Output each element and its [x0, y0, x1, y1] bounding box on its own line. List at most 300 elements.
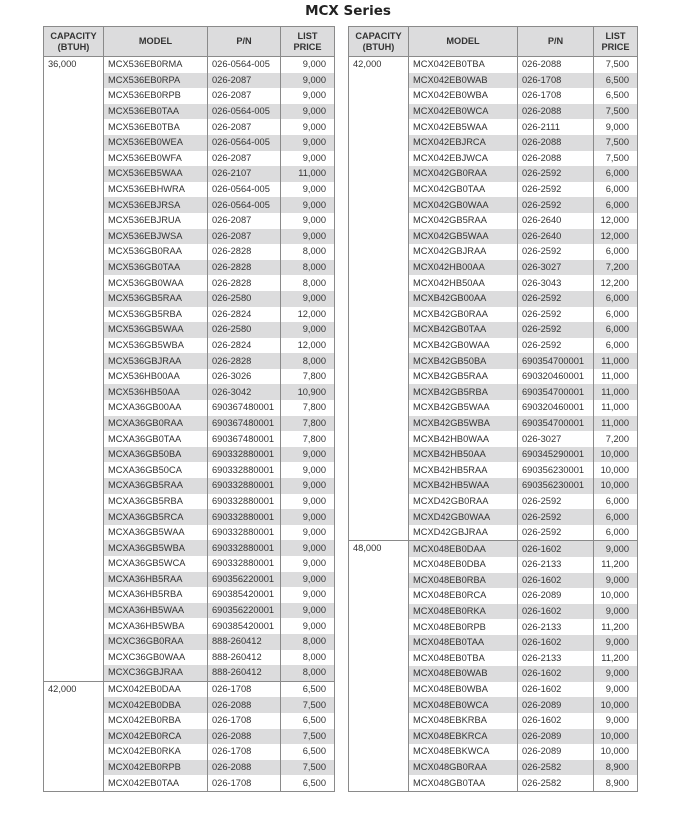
model-cell: MCX536EB0RPA	[104, 73, 208, 89]
model-cell: MCXD42GB0WAA	[409, 509, 518, 525]
price-cell: 6,000	[594, 197, 638, 213]
pn-cell: 026-3043	[518, 275, 594, 291]
price-cell: 10,000	[594, 462, 638, 478]
pn-cell: 690354700001	[518, 384, 594, 400]
price-cell: 11,200	[594, 557, 638, 573]
pn-cell: 026-2088	[518, 104, 594, 120]
pn-cell: 026-2828	[208, 260, 281, 276]
price-cell: 7,500	[594, 135, 638, 151]
model-cell: MCXA36GB5RBA	[104, 494, 208, 510]
pn-cell: 026-1708	[518, 73, 594, 89]
price-cell: 9,000	[281, 119, 335, 135]
capacity-header-line1: CAPACITY	[355, 30, 402, 41]
model-cell: MCXB42GB5RBA	[409, 384, 518, 400]
price-cell: 7,500	[281, 760, 335, 776]
price-header	[281, 27, 335, 57]
price-cell: 9,000	[281, 587, 335, 603]
price-cell: 11,200	[594, 651, 638, 667]
model-cell: MCXB42GB0RAA	[409, 307, 518, 323]
model-cell: MCXA36GB50BA	[104, 447, 208, 463]
pn-cell: 026-2592	[518, 322, 594, 338]
capacity-header	[44, 27, 104, 57]
price-cell: 6,500	[281, 681, 335, 697]
pn-cell: 026-3042	[208, 384, 281, 400]
pn-cell: 026-2592	[518, 197, 594, 213]
pn-cell: 026-2592	[518, 338, 594, 354]
price-cell: 7,800	[281, 400, 335, 416]
price-cell: 9,000	[594, 635, 638, 651]
model-cell: MCX042GB0WAA	[409, 197, 518, 213]
price-header-line2: PRICE	[601, 41, 630, 52]
pn-cell: 888-260412	[208, 665, 281, 681]
price-cell: 7,500	[281, 697, 335, 713]
price-cell: 11,000	[281, 166, 335, 182]
price-cell: 10,900	[281, 384, 335, 400]
price-cell: 8,000	[281, 244, 335, 260]
model-header: MODEL	[104, 27, 208, 57]
pn-cell: 026-1708	[208, 775, 281, 791]
pn-cell: 026-2640	[518, 213, 594, 229]
pn-cell: 026-2088	[208, 729, 281, 745]
pn-cell: 026-2089	[518, 697, 594, 713]
price-cell: 6,000	[594, 307, 638, 323]
price-header-line1: LIST	[605, 30, 626, 41]
model-cell: MCX536EB0TAA	[104, 104, 208, 120]
price-cell: 6,000	[594, 509, 638, 525]
model-cell: MCX048EB0WCA	[409, 697, 518, 713]
pn-cell: 026-2580	[208, 291, 281, 307]
table-row	[44, 681, 335, 697]
model-cell: MCX536GBJRAA	[104, 353, 208, 369]
price-cell: 8,000	[281, 275, 335, 291]
model-cell: MCX536GB5RBA	[104, 307, 208, 323]
pn-cell: 026-2592	[518, 244, 594, 260]
price-cell: 12,000	[594, 229, 638, 245]
pn-cell: 690367480001	[208, 416, 281, 432]
model-cell: MCX042EB0TAA	[104, 775, 208, 791]
capacity-cell: 48,000	[349, 541, 409, 792]
pn-cell: 026-2133	[518, 619, 594, 635]
price-cell: 9,000	[281, 540, 335, 556]
pn-cell: 690356230001	[518, 478, 594, 494]
model-cell: MCXB42HB5RAA	[409, 462, 518, 478]
pn-cell: 026-2133	[518, 651, 594, 667]
price-cell: 8,000	[281, 353, 335, 369]
model-cell: MCX048GB0RAA	[409, 760, 518, 776]
model-cell: MCXB42HB50AA	[409, 447, 518, 463]
pn-cell: 026-2087	[208, 88, 281, 104]
pn-cell: 690332880001	[208, 462, 281, 478]
pn-cell: 026-0564-005	[208, 197, 281, 213]
model-cell: MCX042EB5WAA	[409, 119, 518, 135]
price-cell: 10,000	[594, 447, 638, 463]
price-cell: 7,500	[281, 729, 335, 745]
model-cell: MCX042EBJRCA	[409, 135, 518, 151]
pn-cell: 026-2087	[208, 119, 281, 135]
capacity-cell: 42,000	[349, 57, 409, 541]
model-cell: MCXA36GB5WAA	[104, 525, 208, 541]
pn-cell: 026-2088	[518, 135, 594, 151]
model-cell: MCX536EB0TBA	[104, 119, 208, 135]
price-cell: 9,000	[281, 151, 335, 167]
model-cell: MCX048EB0WAB	[409, 666, 518, 682]
model-cell: MCX042EB0RKA	[104, 744, 208, 760]
model-cell: MCXB42GB5RAA	[409, 369, 518, 385]
pn-header: P/N	[208, 27, 281, 57]
model-cell: MCXA36HB5RBA	[104, 587, 208, 603]
price-cell: 9,000	[281, 88, 335, 104]
pn-cell: 026-2592	[518, 182, 594, 198]
price-cell: 6,500	[594, 73, 638, 89]
model-cell: MCX536HB50AA	[104, 384, 208, 400]
model-cell: MCXA36GB50CA	[104, 462, 208, 478]
price-cell: 8,000	[281, 260, 335, 276]
price-cell: 12,000	[281, 307, 335, 323]
price-cell: 11,000	[594, 353, 638, 369]
model-cell: MCXB42GB5WAA	[409, 400, 518, 416]
price-cell: 6,000	[594, 322, 638, 338]
model-cell: MCX042EB0RPB	[104, 760, 208, 776]
model-cell: MCX042EBJWCA	[409, 151, 518, 167]
model-cell: MCX048EB0DAA	[409, 541, 518, 557]
pn-cell: 026-1708	[208, 681, 281, 697]
pn-cell: 026-2824	[208, 307, 281, 323]
price-cell: 9,000	[594, 604, 638, 620]
pn-cell: 690385420001	[208, 618, 281, 634]
capacity-header-line2: (BTUH)	[57, 41, 90, 52]
price-cell: 6,000	[594, 244, 638, 260]
model-cell: MCX042EB0TBA	[409, 57, 518, 73]
left-table-body	[44, 57, 335, 792]
price-cell: 6,000	[594, 182, 638, 198]
pn-cell: 690385420001	[208, 587, 281, 603]
model-cell: MCX048EBKWCA	[409, 744, 518, 760]
model-cell: MCX048EB0RPB	[409, 619, 518, 635]
price-cell: 9,000	[281, 229, 335, 245]
model-cell: MCX048EB0RKA	[409, 604, 518, 620]
price-cell: 6,000	[594, 525, 638, 541]
model-cell: MCXD42GB0RAA	[409, 494, 518, 510]
model-cell: MCX048EB0RCA	[409, 588, 518, 604]
pn-cell: 026-3027	[518, 431, 594, 447]
price-cell: 9,000	[281, 291, 335, 307]
price-cell: 10,000	[594, 588, 638, 604]
pn-cell: 026-2088	[208, 697, 281, 713]
header-row	[349, 27, 638, 57]
pn-cell: 026-2592	[518, 166, 594, 182]
capacity-header-line2: (BTUH)	[362, 41, 395, 52]
pn-cell: 026-1708	[208, 713, 281, 729]
pn-cell: 026-1708	[208, 744, 281, 760]
price-cell: 8,000	[281, 634, 335, 650]
pn-cell: 690354700001	[518, 416, 594, 432]
pn-cell: 026-2087	[208, 151, 281, 167]
price-cell: 10,000	[594, 697, 638, 713]
pn-cell: 026-1602	[518, 604, 594, 620]
price-cell: 9,000	[281, 509, 335, 525]
model-cell: MCX048EB0TBA	[409, 651, 518, 667]
model-cell: MCX042HB50AA	[409, 275, 518, 291]
price-cell: 9,000	[594, 666, 638, 682]
price-cell: 9,000	[281, 73, 335, 89]
pn-cell: 026-2088	[518, 151, 594, 167]
price-cell: 9,000	[281, 213, 335, 229]
model-cell: MCXB42GB00AA	[409, 291, 518, 307]
price-cell: 9,000	[594, 682, 638, 698]
pn-header: P/N	[518, 27, 594, 57]
price-cell: 12,000	[281, 338, 335, 354]
price-cell: 6,500	[281, 713, 335, 729]
capacity-header-line1: CAPACITY	[50, 30, 97, 41]
pn-cell: 026-1602	[518, 573, 594, 589]
model-cell: MCXA36HB5RAA	[104, 572, 208, 588]
price-cell: 9,000	[281, 322, 335, 338]
price-cell: 11,000	[594, 384, 638, 400]
price-cell: 9,000	[281, 462, 335, 478]
pn-cell: 026-2089	[518, 729, 594, 745]
model-cell: MCXA36GB0TAA	[104, 431, 208, 447]
model-cell: MCXA36GB0RAA	[104, 416, 208, 432]
price-cell: 10,000	[594, 744, 638, 760]
price-cell: 9,000	[594, 119, 638, 135]
price-cell: 6,500	[594, 88, 638, 104]
price-cell: 9,000	[594, 573, 638, 589]
pn-cell: 690332880001	[208, 494, 281, 510]
price-cell: 11,200	[594, 619, 638, 635]
pn-cell: 690320460001	[518, 369, 594, 385]
price-cell: 12,200	[594, 275, 638, 291]
price-cell: 8,900	[594, 775, 638, 791]
price-cell: 11,000	[594, 400, 638, 416]
model-cell: MCX048EBKRCA	[409, 729, 518, 745]
model-cell: MCXC36GB0WAA	[104, 650, 208, 666]
price-cell: 9,000	[281, 135, 335, 151]
price-cell: 7,500	[594, 57, 638, 73]
model-cell: MCXB42GB0TAA	[409, 322, 518, 338]
model-cell: MCX536EB0WEA	[104, 135, 208, 151]
pn-cell: 690332880001	[208, 556, 281, 572]
model-cell: MCX536EBJRUA	[104, 213, 208, 229]
model-cell: MCX048EB0DBA	[409, 557, 518, 573]
model-cell: MCX042GB5WAA	[409, 229, 518, 245]
model-cell: MCXA36HB5WAA	[104, 603, 208, 619]
model-cell: MCXA36GB5RCA	[104, 509, 208, 525]
pn-cell: 026-1602	[518, 666, 594, 682]
pn-cell: 026-2087	[208, 229, 281, 245]
price-cell: 7,200	[594, 431, 638, 447]
pn-cell: 690356230001	[518, 462, 594, 478]
price-cell: 11,000	[594, 369, 638, 385]
pn-cell: 026-2582	[518, 775, 594, 791]
model-cell: MCX536EBJWSA	[104, 229, 208, 245]
pn-cell: 026-1602	[518, 635, 594, 651]
pn-cell: 026-2089	[518, 744, 594, 760]
model-cell: MCX536HB00AA	[104, 369, 208, 385]
price-cell: 7,800	[281, 431, 335, 447]
price-cell: 10,000	[594, 478, 638, 494]
model-cell: MCX536EB0RMA	[104, 57, 208, 73]
price-cell: 9,000	[281, 478, 335, 494]
model-cell: MCX042EB0DBA	[104, 697, 208, 713]
price-cell: 6,500	[281, 744, 335, 760]
price-cell: 9,000	[281, 197, 335, 213]
pn-cell: 026-0564-005	[208, 135, 281, 151]
model-cell: MCX536GB5RAA	[104, 291, 208, 307]
model-cell: MCXC36GBJRAA	[104, 665, 208, 681]
price-cell: 9,000	[594, 541, 638, 557]
table-row	[349, 541, 638, 557]
price-cell: 12,000	[594, 213, 638, 229]
model-cell: MCXA36GB00AA	[104, 400, 208, 416]
price-cell: 7,500	[594, 151, 638, 167]
model-cell: MCX042GBJRAA	[409, 244, 518, 260]
pn-cell: 026-1708	[518, 88, 594, 104]
price-cell: 10,000	[594, 729, 638, 745]
pn-cell: 026-2087	[208, 73, 281, 89]
model-cell: MCX048EB0TAA	[409, 635, 518, 651]
price-cell: 9,000	[281, 618, 335, 634]
price-cell: 9,000	[594, 713, 638, 729]
price-cell: 9,000	[281, 494, 335, 510]
model-cell: MCXA36HB5WBA	[104, 618, 208, 634]
pn-cell: 026-2640	[518, 229, 594, 245]
model-cell: MCX536EBHWRA	[104, 182, 208, 198]
model-cell: MCX536EB0WFA	[104, 151, 208, 167]
model-cell: MCX042GB0TAA	[409, 182, 518, 198]
price-table-right	[348, 26, 638, 792]
model-cell: MCX536GB0RAA	[104, 244, 208, 260]
pn-cell: 026-3027	[518, 260, 594, 276]
pn-cell: 026-2828	[208, 244, 281, 260]
price-cell: 7,800	[281, 416, 335, 432]
page-title: MCX Series	[305, 3, 391, 19]
pn-cell: 026-2111	[518, 119, 594, 135]
model-cell: MCXB42HB0WAA	[409, 431, 518, 447]
pn-cell: 026-2592	[518, 509, 594, 525]
price-cell: 8,000	[281, 665, 335, 681]
price-cell: 8,900	[594, 760, 638, 776]
capacity-cell: 36,000	[44, 57, 104, 682]
pn-cell: 026-3026	[208, 369, 281, 385]
price-header-line2: PRICE	[293, 41, 322, 52]
pn-cell: 026-2824	[208, 338, 281, 354]
pn-cell: 690345290001	[518, 447, 594, 463]
pn-cell: 690356220001	[208, 603, 281, 619]
table-row	[44, 57, 335, 73]
capacity-cell: 42,000	[44, 681, 104, 791]
model-cell: MCX048GB0TAA	[409, 775, 518, 791]
model-cell: MCX042EB0WAB	[409, 73, 518, 89]
price-cell: 9,000	[281, 572, 335, 588]
model-cell: MCXC36GB0RAA	[104, 634, 208, 650]
model-cell: MCXA36GB5WBA	[104, 540, 208, 556]
price-cell: 7,200	[594, 260, 638, 276]
model-cell: MCX536GB5WAA	[104, 322, 208, 338]
pn-cell: 690354700001	[518, 353, 594, 369]
model-cell: MCX536EBJRSA	[104, 197, 208, 213]
model-cell: MCXA36GB5RAA	[104, 478, 208, 494]
pn-cell: 026-2133	[518, 557, 594, 573]
pn-cell: 026-2592	[518, 525, 594, 541]
price-header	[594, 27, 638, 57]
price-cell: 9,000	[281, 104, 335, 120]
pn-cell: 690367480001	[208, 431, 281, 447]
pn-cell: 026-2592	[518, 291, 594, 307]
pn-cell: 690332880001	[208, 540, 281, 556]
price-cell: 9,000	[281, 556, 335, 572]
price-header-line1: LIST	[297, 30, 318, 41]
model-cell: MCXD42GBJRAA	[409, 525, 518, 541]
model-cell: MCX048EB0RBA	[409, 573, 518, 589]
model-cell: MCX536GB0TAA	[104, 260, 208, 276]
price-cell: 8,000	[281, 650, 335, 666]
pn-cell: 026-2828	[208, 353, 281, 369]
pn-cell: 690320460001	[518, 400, 594, 416]
model-cell: MCX048EBKRBA	[409, 713, 518, 729]
model-cell: MCXA36GB5WCA	[104, 556, 208, 572]
pn-cell: 026-0564-005	[208, 57, 281, 73]
price-cell: 9,000	[281, 57, 335, 73]
model-header: MODEL	[409, 27, 518, 57]
price-cell: 7,800	[281, 369, 335, 385]
model-cell: MCX042EB0RBA	[104, 713, 208, 729]
pn-cell: 026-1602	[518, 713, 594, 729]
model-cell: MCX042EB0WBA	[409, 88, 518, 104]
price-cell: 7,500	[594, 104, 638, 120]
model-cell: MCX536GB0WAA	[104, 275, 208, 291]
pn-cell: 690356220001	[208, 572, 281, 588]
pn-cell: 026-0564-005	[208, 182, 281, 198]
pn-cell: 690332880001	[208, 509, 281, 525]
model-cell: MCX042EB0WCA	[409, 104, 518, 120]
model-cell: MCX042EB0DAA	[104, 681, 208, 697]
pn-cell: 690332880001	[208, 478, 281, 494]
price-cell: 9,000	[281, 182, 335, 198]
pn-cell: 026-2828	[208, 275, 281, 291]
pn-cell: 690332880001	[208, 525, 281, 541]
price-cell: 9,000	[281, 603, 335, 619]
table-row	[349, 57, 638, 73]
model-cell: MCXB42GB0WAA	[409, 338, 518, 354]
pn-cell: 026-2582	[518, 760, 594, 776]
pn-cell: 026-2088	[208, 760, 281, 776]
model-cell: MCX042GB0RAA	[409, 166, 518, 182]
pn-cell: 690367480001	[208, 400, 281, 416]
pn-cell: 690332880001	[208, 447, 281, 463]
model-cell: MCX042HB00AA	[409, 260, 518, 276]
price-cell: 6,000	[594, 338, 638, 354]
header-row	[44, 27, 335, 57]
price-cell: 9,000	[281, 525, 335, 541]
model-cell: MCX042GB5RAA	[409, 213, 518, 229]
model-cell: MCX536EB0RPB	[104, 88, 208, 104]
pn-cell: 026-2592	[518, 494, 594, 510]
pn-cell: 888-260412	[208, 634, 281, 650]
price-table-left	[43, 26, 335, 792]
pn-cell: 026-2580	[208, 322, 281, 338]
model-cell: MCX042EB0RCA	[104, 729, 208, 745]
price-cell: 9,000	[281, 447, 335, 463]
pn-cell: 888-260412	[208, 650, 281, 666]
price-cell: 6,000	[594, 291, 638, 307]
model-cell: MCX048EB0WBA	[409, 682, 518, 698]
pn-cell: 026-1602	[518, 541, 594, 557]
capacity-header	[349, 27, 409, 57]
price-cell: 6,000	[594, 166, 638, 182]
pn-cell: 026-2592	[518, 307, 594, 323]
model-cell: MCX536EB5WAA	[104, 166, 208, 182]
model-cell: MCXB42GB5WBA	[409, 416, 518, 432]
